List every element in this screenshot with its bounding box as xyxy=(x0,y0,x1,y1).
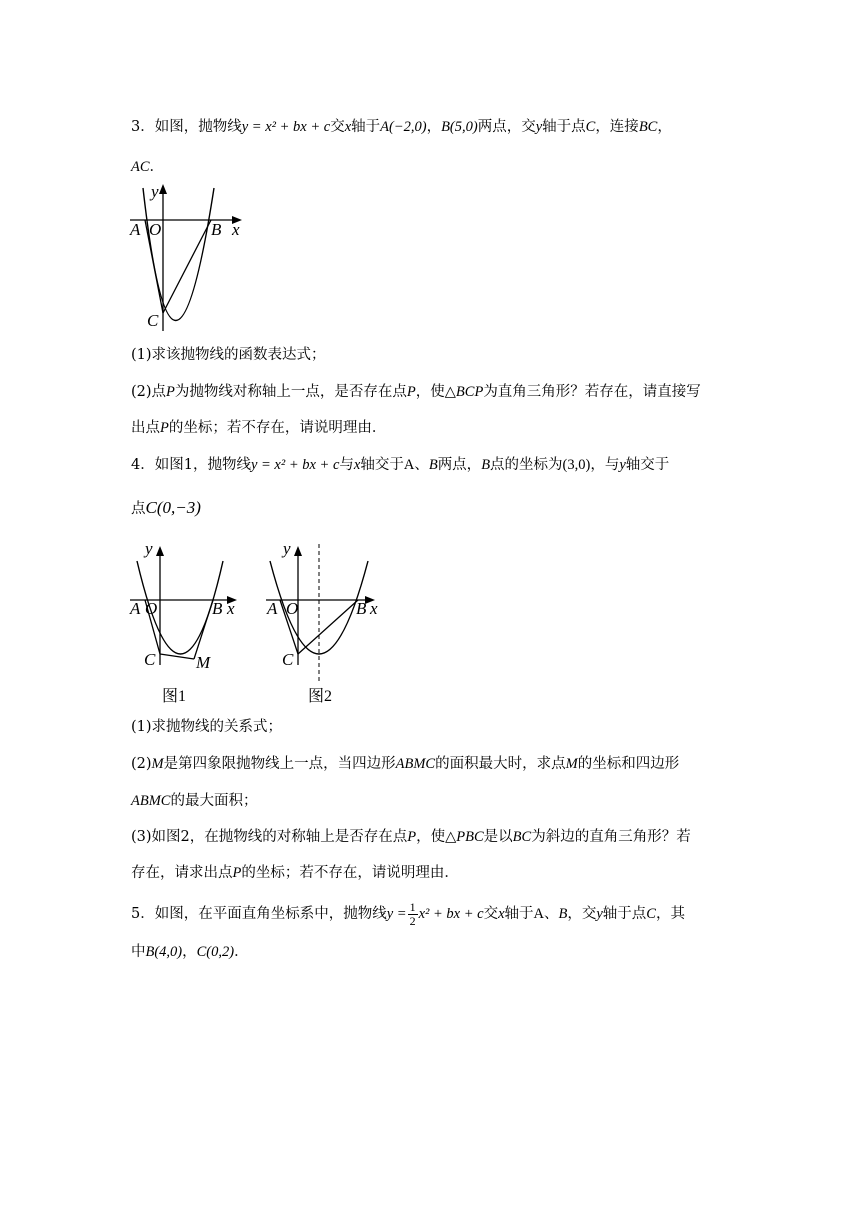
p4-q2-b: 是第四象限抛物线上一点，当四边形 xyxy=(163,756,396,772)
p4-sep: 、 xyxy=(414,457,429,473)
p3-point-c: C xyxy=(585,119,596,135)
p5-text-e: ，其 xyxy=(655,906,685,922)
p4-f1-y-arrow-icon xyxy=(156,546,164,556)
p3-q2-p3: P xyxy=(160,420,169,436)
p4-q3-line2 xyxy=(131,863,459,883)
p3-q1 xyxy=(131,345,326,365)
p4-f2-label-a: A xyxy=(267,599,278,618)
p3-q2-a: (2)点 xyxy=(131,384,167,400)
p4-text-e: ，与 xyxy=(590,457,620,473)
p4-f1-label-m: M xyxy=(196,653,211,672)
p3-x-var: x xyxy=(344,119,352,135)
p4-f1-label-x: x xyxy=(227,599,235,618)
p5-text-c: ，交 xyxy=(567,906,597,922)
p4-q2-c: 的面积最大时，求点 xyxy=(435,756,566,772)
p3-text-f: ， xyxy=(657,119,672,135)
p3-line2 xyxy=(131,157,164,177)
p4-f1-seg-mb xyxy=(194,600,213,659)
p3-comma: ， xyxy=(426,119,442,135)
p3-equation: y = x² + bx + c xyxy=(241,119,331,135)
p4-q2-quad2: ABMC xyxy=(131,793,171,809)
p4-f1-label-b: B xyxy=(212,599,223,618)
p4-figure1 xyxy=(125,537,250,707)
p3-point-a: A(−2,0) xyxy=(380,119,427,135)
p4-q3-tri: △PBC xyxy=(445,829,484,845)
p4-q3-c: 是以 xyxy=(483,829,513,845)
p3-period: ． xyxy=(149,159,165,175)
p4-coord-b: (3,0) xyxy=(562,457,591,473)
p5-eq-lhs: y = xyxy=(386,906,407,922)
p5-y-var: y xyxy=(596,906,603,922)
p5-text-d: 轴于点 xyxy=(602,906,647,922)
p3-y-var: y xyxy=(535,119,543,135)
p4-text-d: 点的坐标为 xyxy=(490,457,563,473)
p4-f2-label-c: C xyxy=(282,650,294,669)
p5-point-c: C xyxy=(646,906,656,922)
p3-q2-tri: △BCP xyxy=(444,384,484,400)
p4-q3-p2: P xyxy=(232,865,242,881)
p4-q3-bc: BC xyxy=(512,829,532,845)
p4-f1-caption: 图1 xyxy=(162,688,187,705)
p3-label-c: C xyxy=(147,311,159,330)
p5-text-a: 交 xyxy=(483,906,499,922)
p4-y-var: y xyxy=(619,457,626,473)
p4-f2-label-x: x xyxy=(370,599,378,618)
p5-text-f: 中 xyxy=(131,944,146,960)
p5-fraction xyxy=(408,901,418,928)
p4-f2-label-b: B xyxy=(356,599,367,618)
p3-q2-p2: P xyxy=(406,384,416,400)
p5-x-var: x xyxy=(498,906,505,922)
p3-figure xyxy=(125,183,250,338)
p5-frac-den: 2 xyxy=(409,913,416,928)
p3-intro: 3．如图，抛物线 xyxy=(131,119,242,135)
p5-period: ． xyxy=(234,944,249,960)
p4-q3-f: 的坐标；若不存在，请说明理由． xyxy=(241,865,459,881)
p4-text-f: 轴交于 xyxy=(625,457,670,473)
p3-point-b: B(5,0) xyxy=(441,119,478,135)
p5-line1 xyxy=(131,900,685,928)
p4-q2-line2 xyxy=(131,791,257,811)
p4-line1 xyxy=(131,455,669,475)
p4-f1-label-o: O xyxy=(145,599,158,618)
p5-line2 xyxy=(131,942,249,962)
p3-seg-ac: AC xyxy=(131,159,150,175)
p4-q1 xyxy=(131,717,282,737)
p4-text-a: 与 xyxy=(339,457,354,473)
p4-f2-caption: 图2 xyxy=(308,688,333,705)
p3-q2-e: 出点 xyxy=(131,420,160,436)
p5-comma: ， xyxy=(182,944,197,960)
p4-equation: y = x² + bx + c xyxy=(250,457,340,473)
p4-q2-e: 的最大面积； xyxy=(170,793,258,809)
p4-f1-label-c: C xyxy=(144,650,156,669)
p3-label-y: y xyxy=(151,183,159,201)
p3-q2-b: 为抛物线对称轴上一点，是否存在点 xyxy=(174,384,407,400)
p3-label-x: x xyxy=(232,220,240,239)
p4-q3-d: 为斜边的直角三角形？若 xyxy=(531,829,691,845)
p4-q3-a: (3)如图2，在抛物线的对称轴上是否存在点 xyxy=(131,829,408,845)
p4-q2-quad: ABMC xyxy=(395,756,436,772)
p4-point-c: C(0,−3) xyxy=(145,498,201,517)
p3-text-e: ，连接 xyxy=(595,119,639,135)
p4-f1-label-y: y xyxy=(145,539,153,558)
p5-point-c2: C(0,2) xyxy=(196,944,235,960)
p3-text-a: 交 xyxy=(330,119,345,135)
p5-intro: 5．如图，在平面直角坐标系中，抛物线 xyxy=(131,906,387,922)
p3-line1 xyxy=(131,117,672,137)
p4-text-b: 轴交于 xyxy=(360,457,404,473)
p4-text-g: 点 xyxy=(131,501,146,517)
p4-b2: B xyxy=(481,457,491,473)
p4-q1-text: (1)求抛物线的关系式； xyxy=(131,719,283,735)
p4-q2-d: 的坐标和四边形 xyxy=(577,756,680,772)
p5-frac-num: 1 xyxy=(409,899,416,914)
p3-q2-c: ，使 xyxy=(415,384,445,400)
p3-text-b: 轴于 xyxy=(351,119,381,135)
p3-text-c: 两点，交 xyxy=(477,119,536,135)
p4-f2-label-y: y xyxy=(283,539,291,558)
p3-label-b: B xyxy=(211,220,222,239)
p3-q2-d: 为直角三角形？若存在，请直接写 xyxy=(483,384,701,400)
p5-text-b: 轴于 xyxy=(504,906,534,922)
p4-intro: 4．如图1，抛物线 xyxy=(131,457,251,473)
p3-seg-bc-line xyxy=(163,220,211,313)
p5-eq-rhs: x² + bx + c xyxy=(418,906,484,922)
p4-q3-p: P xyxy=(407,829,417,845)
p4-f2-y-arrow-icon xyxy=(294,546,302,556)
p4-f2-label-o: O xyxy=(286,599,299,618)
p3-q1-text: (1)求该抛物线的函数表达式； xyxy=(131,347,326,363)
p3-y-arrow-icon xyxy=(159,184,167,194)
p4-figure2 xyxy=(262,537,392,707)
p3-q2-p: P xyxy=(166,384,175,400)
p4-text-c: 两点， xyxy=(437,457,482,473)
p3-q2-f: 的坐标；若不存在，请说明理由． xyxy=(168,420,387,436)
p5-point-b: B(4,0) xyxy=(145,944,183,960)
p5-a: A xyxy=(533,906,544,922)
p3-label-o: O xyxy=(149,220,162,239)
p4-q2-line1 xyxy=(131,754,679,774)
p3-q2-line2 xyxy=(131,418,386,438)
p4-f1-label-a: A xyxy=(130,599,141,618)
p4-b: B xyxy=(428,457,438,473)
p4-q2-m2: M xyxy=(565,756,578,772)
p5-sep: 、 xyxy=(544,906,559,922)
p3-parabola xyxy=(143,188,214,321)
p4-f2-seg-bc xyxy=(298,600,358,654)
p4-q3-e: 存在，请求出点 xyxy=(131,865,233,881)
p4-a: A xyxy=(403,457,415,473)
p3-text-d: 轴于点 xyxy=(542,119,586,135)
p4-f1-seg-cm xyxy=(160,654,194,659)
p4-q3-line1 xyxy=(131,827,691,847)
p3-seg-bc: BC xyxy=(638,119,658,135)
p4-q2-m: M xyxy=(151,756,164,772)
p4-line2 xyxy=(131,498,201,519)
p4-x-var: x xyxy=(353,457,361,473)
p5-b: B xyxy=(558,906,568,922)
p4-q3-b: ，使 xyxy=(416,829,446,845)
p3-label-a: A xyxy=(130,220,141,239)
p3-q2-line1 xyxy=(131,382,701,402)
p4-q2-a: (2) xyxy=(131,756,152,772)
